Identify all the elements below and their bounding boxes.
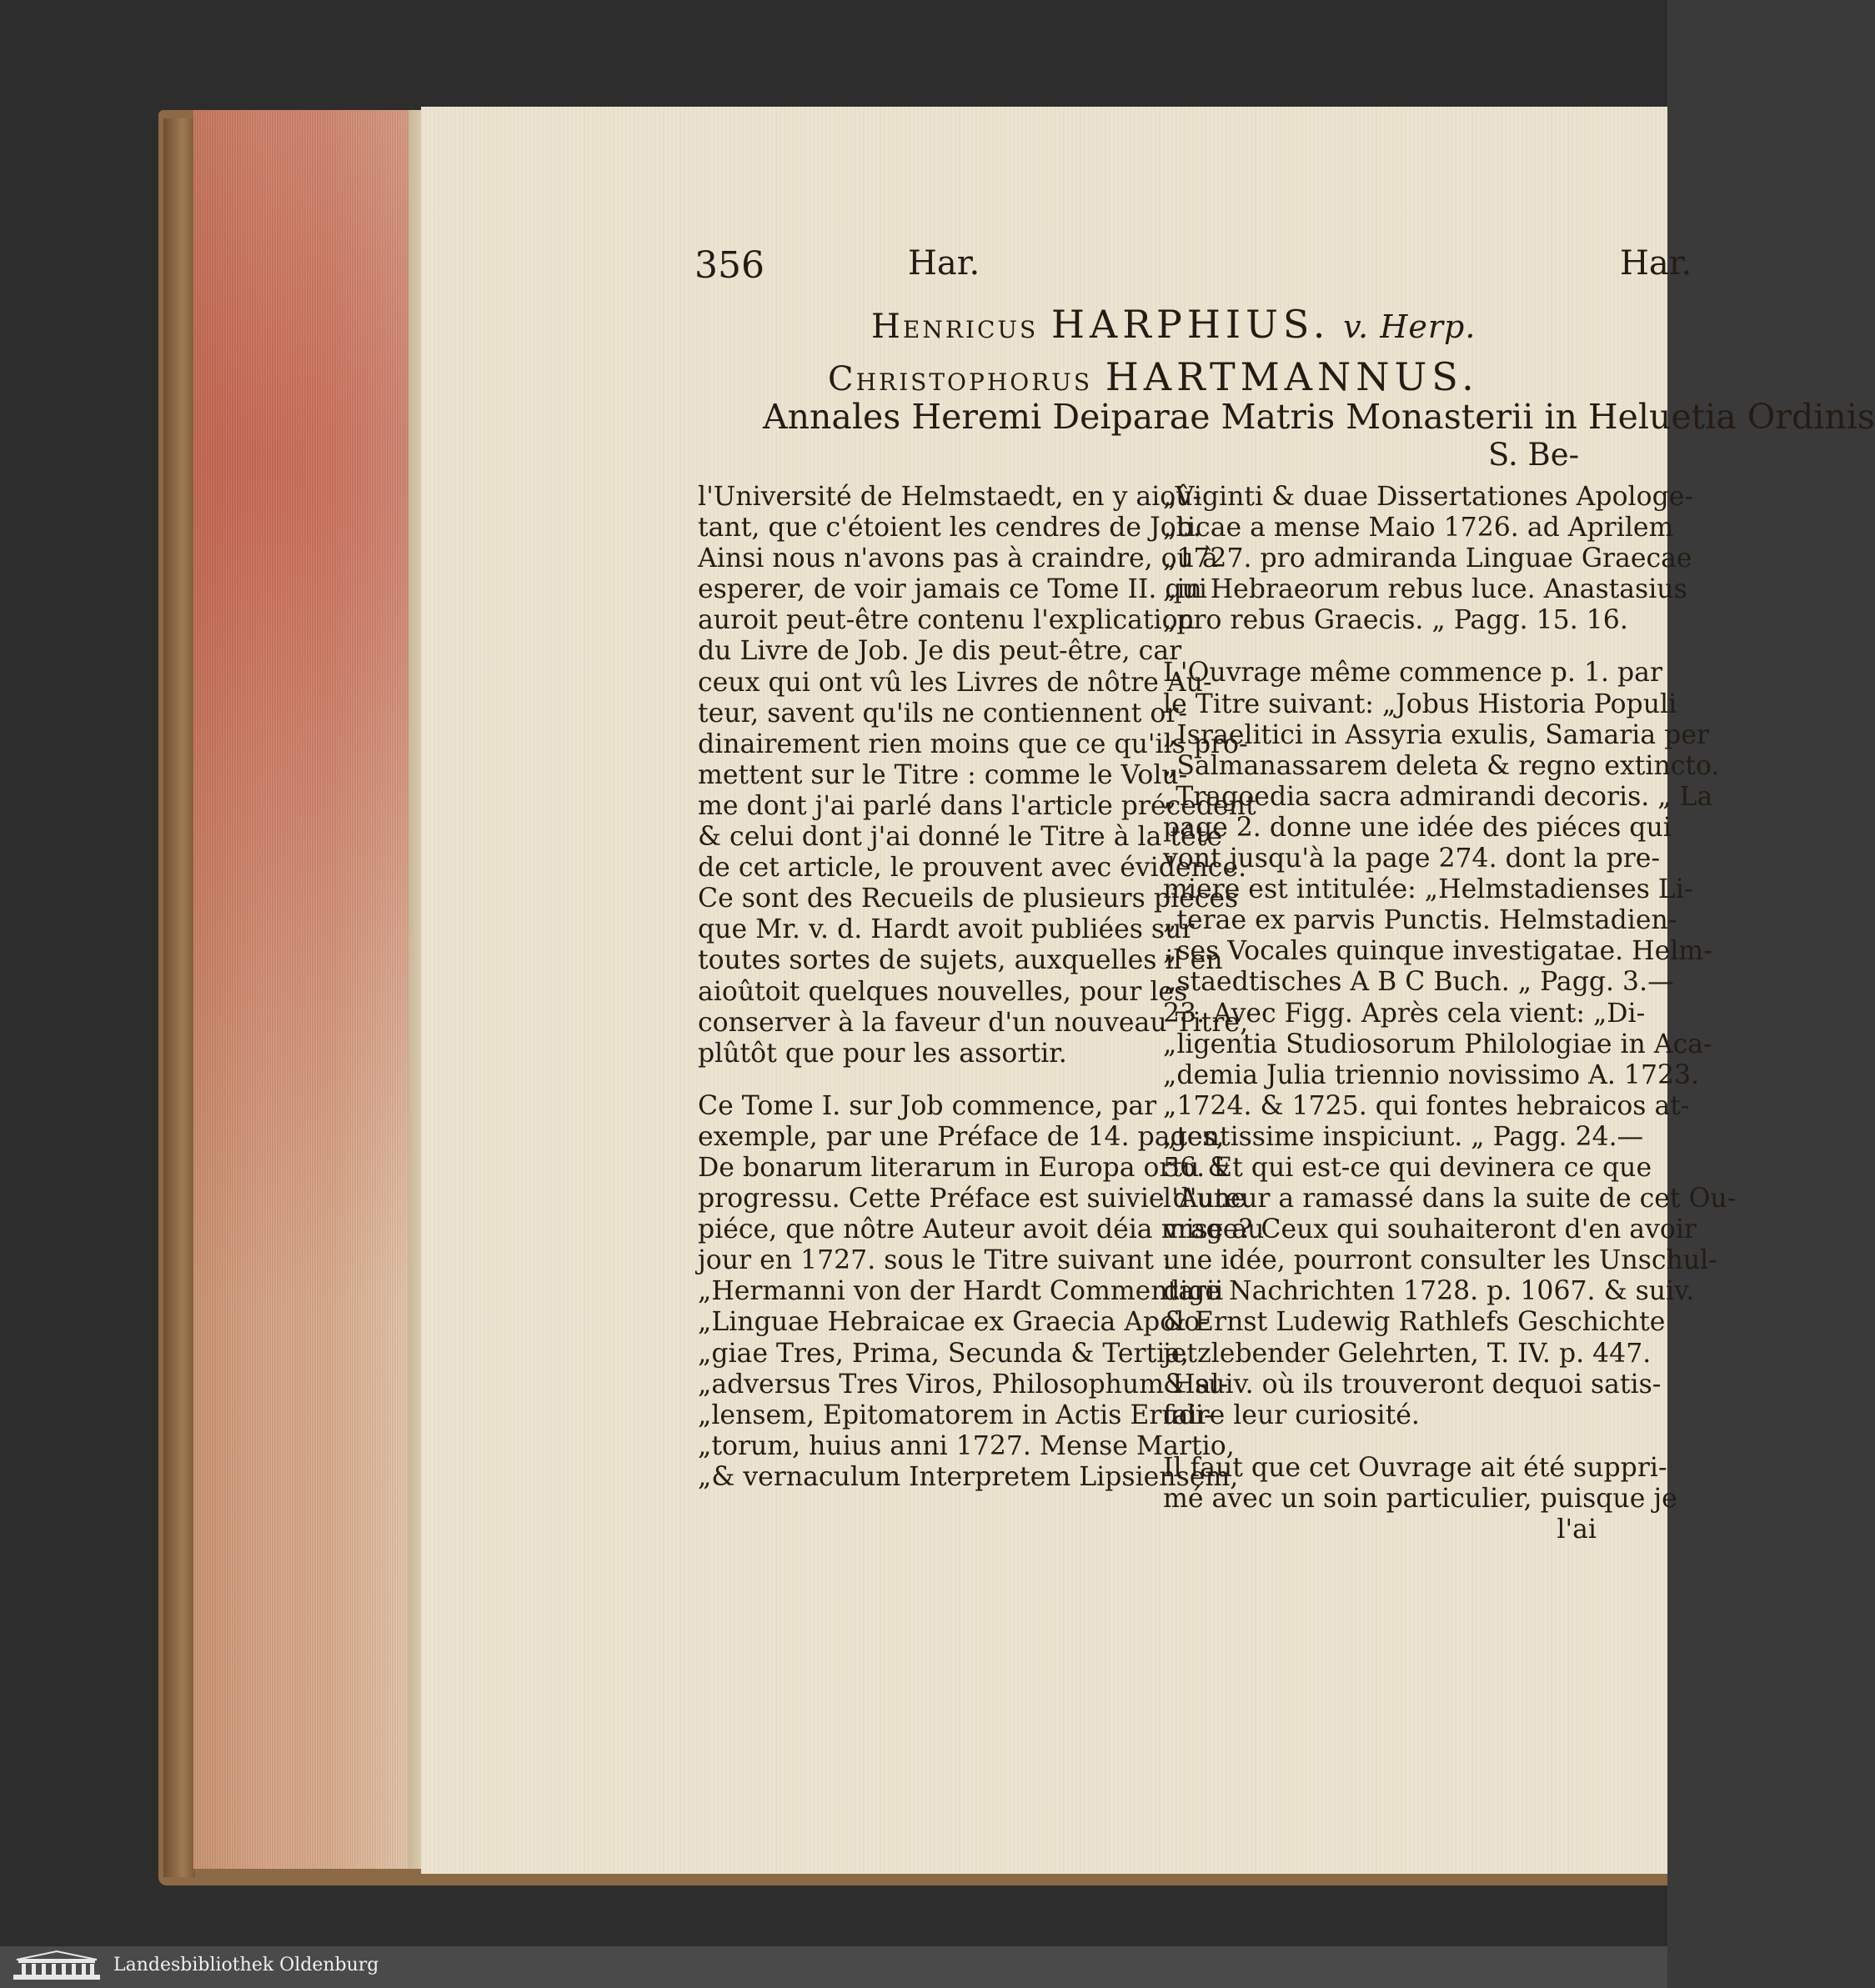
text-line: que Mr. v. d. Hardt avoit publiées sur [698, 914, 1195, 945]
entry-heading-hartmannus [828, 354, 1479, 399]
text-line: & suiv. où ils trouveront dequoi satis- [1163, 1369, 1662, 1400]
footer-bar [0, 1946, 1667, 1988]
text-line: me dont j'ai parlé dans l'article précedent [698, 790, 1256, 821]
text-line: „torum, huius anni 1727. Mense Martio, [698, 1430, 1235, 1461]
text-line: „ses Vocales quinque investigatae. Helm- [1163, 936, 1712, 967]
text-line: page 2. donne une idée des piéces qui [1163, 812, 1672, 843]
text-line: Ce sont des Recueils de plusieurs piéces [698, 884, 1239, 914]
text-line: plûtôt que pour les assortir. [698, 1038, 1067, 1069]
text-line: teur, savent qu'ils ne contiennent or- [698, 698, 1188, 729]
text-line: & Ernst Ludewig Rathlefs Geschichte [1163, 1307, 1666, 1338]
entry-forename: Christophorus [828, 360, 1093, 398]
text-line: „tentissime inspiciunt. „ Pagg. 24.— [1163, 1121, 1644, 1152]
paragraph [1163, 482, 1694, 636]
text-line: „Viginti & duae Dissertationes Apologe- [1163, 482, 1694, 512]
text-line: mé avec un soin particulier, puisque je [1163, 1483, 1677, 1514]
text-line: „Hermanni von der Hardt Commentarii [698, 1276, 1224, 1307]
text-line: ceux qui ont vû les Livres de nôtre Au- [698, 667, 1212, 698]
text-line: De bonarum literarum in Europa ortu & [698, 1152, 1231, 1183]
entry-reference: v. Herp. [1343, 308, 1476, 345]
text-line: „1727. pro admiranda Linguae Graecae [1163, 543, 1692, 574]
text-line: „ticae a mense Maio 1726. ad Aprilem [1163, 513, 1674, 543]
text-line: auroit peut-être contenu l'explication [698, 605, 1195, 636]
text-line: „Linguae Hebraicae ex Graecia Apolo- [698, 1307, 1209, 1338]
text-line: Il faut que cet Ouvrage ait été suppri- [1163, 1452, 1667, 1483]
book-binding-edge [163, 118, 195, 1877]
paragraph [1163, 1452, 1677, 1515]
text-line: & celui dont j'ai donné le Titre à la tête [698, 822, 1222, 853]
entry-surname: HARTMANNUS. [1105, 354, 1479, 399]
library-building-icon [12, 1950, 102, 1983]
paragraph [1163, 658, 1737, 1430]
catchword: l'ai [1557, 1515, 1597, 1545]
text-line: toutes sortes de sujets, auxquelles il en [698, 945, 1223, 976]
text-line: „Salmanassarem deleta & regno extincto. [1163, 750, 1720, 781]
text-line: de cet article, le prouvent avec évidence. [698, 853, 1247, 884]
text-line: progressu. Cette Préface est suivie d'une [698, 1184, 1246, 1214]
text-line: l'Auteur a ramassé dans la suite de cet Ou- [1163, 1184, 1737, 1214]
text-line: „terae ex parvis Punctis. Helmstadien- [1163, 905, 1677, 936]
text-line: vrage? Ceux qui souhaiteront d'en avoir [1163, 1214, 1697, 1245]
work-title: Annales Heremi Deiparae Matris Monasterii in Heluetia Ordinis [763, 397, 1875, 437]
paragraph [698, 1090, 1265, 1493]
text-line: dige Nachrichten 1728. p. 1067. & suiv. [1163, 1276, 1695, 1307]
text-line: mettent sur le Titre : comme le Volu- [698, 759, 1188, 790]
text-line: faire leur curiosité. [1163, 1400, 1420, 1430]
text-line: Ce Tome I. sur Job commence, par [698, 1090, 1157, 1121]
text-line: L'Ouvrage même commence p. 1. par [1163, 658, 1663, 689]
text-line: esperer, de voir jamais ce Tome II. qui [698, 574, 1207, 605]
text-line: Ainsi nous n'avons pas à craindre, ou à [698, 543, 1218, 574]
text-line: „staedtisches A B C Buch. „ Pagg. 3.— [1163, 967, 1674, 998]
text-line: tant, que c'étoient les cendres de Job. [698, 513, 1201, 543]
text-line: conserver à la faveur d'un nouveau Titre, [698, 1007, 1249, 1038]
running-head [694, 244, 1862, 311]
text-line: 56. Et qui est-ce qui devinera ce que [1163, 1152, 1652, 1183]
text-line: „Tragoedia sacra admirandi decoris. „ La [1163, 781, 1713, 812]
text-line: „1724. & 1725. qui fontes hebraicos at- [1163, 1090, 1690, 1121]
text-line: l'Université de Helmstaedt, en y aioû- [698, 482, 1202, 512]
text-line: „ligentia Studiosorum Philologiae in Aca- [1163, 1029, 1712, 1059]
text-line: 23. Avec Figg. Après cela vient: „Di- [1163, 998, 1646, 1029]
text-line: „& vernaculum Interpretem Lipsiensem, [698, 1461, 1239, 1492]
text-line: „giae Tres, Prima, Secunda & Tertia, [698, 1338, 1190, 1369]
text-line: vont jusqu'à la page 274. dont la pre- [1163, 844, 1661, 874]
text-line: jetzlebender Gelehrten, T. IV. p. 447. [1163, 1338, 1652, 1369]
text-line: „adversus Tres Viros, Philosophum Hal- [698, 1369, 1229, 1400]
text-line: le Titre suivant: „Jobus Historia Populi [1163, 689, 1677, 719]
entry-forename: Henricus [871, 308, 1039, 346]
text-line: jour en 1727. sous le Titre suivant : [698, 1245, 1171, 1276]
text-line: „Israelitici in Assyria exulis, Samaria per [1163, 719, 1710, 750]
entry-surname: HARPHIUS. [1050, 302, 1331, 347]
running-head-right: Har. [1620, 244, 1692, 283]
paragraph [698, 482, 1256, 1069]
work-title-continuation: S. Be- [1488, 437, 1580, 473]
running-head-left: Har. [908, 244, 980, 283]
book-page [421, 107, 1875, 1874]
text-line: du Livre de Job. Je dis peut-être, car [698, 636, 1182, 667]
text-line: aioûtoit quelques nouvelles, pour les [698, 976, 1188, 1007]
text-line: piéce, que nôtre Auteur avoit déia mise au [698, 1214, 1265, 1245]
text-line: „in Hebraeorum rebus luce. Anastasius [1163, 574, 1687, 605]
text-line: miere est intitulée: „Helmstadienses Li- [1163, 874, 1693, 905]
text-line: „demia Julia triennio novissimo A. 1723. [1163, 1059, 1700, 1090]
text-line: „pro rebus Graecis. „ Pagg. 15. 16. [1163, 605, 1628, 636]
page-edges [193, 110, 419, 1869]
library-name: Landesbibliothek Oldenburg [113, 1955, 379, 1975]
text-line: dinairement rien moins que ce qu'ils pro- [698, 729, 1248, 759]
page-number: 356 [694, 244, 765, 287]
text-line: exemple, par une Préface de 14. pages, [698, 1121, 1225, 1152]
text-line: „lensem, Epitomatorem in Actis Erudi- [698, 1400, 1213, 1430]
right-text-column [1163, 482, 1737, 1546]
left-text-column [698, 482, 1265, 1493]
text-line: une idée, pourront consulter les Unschul- [1163, 1245, 1717, 1276]
entry-heading-harphius [871, 302, 1476, 347]
